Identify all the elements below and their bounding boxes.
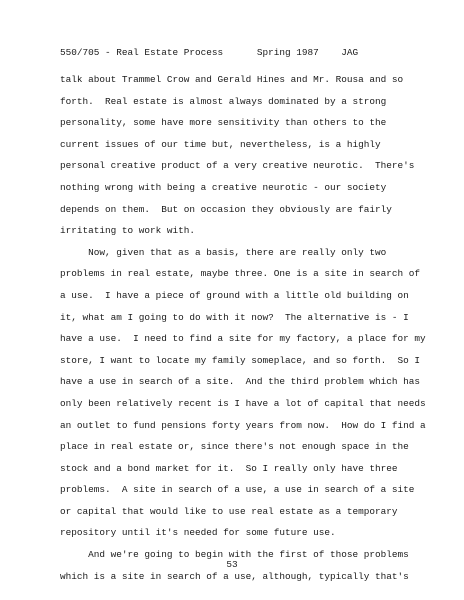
text-line: personality, some have more sensitivity than others to the bbox=[60, 117, 387, 129]
text-line: personal creative product of a very creative neurotic. There's bbox=[60, 160, 415, 172]
text-line: stock and a bond market for it. So I really only have three bbox=[60, 462, 398, 474]
text-line: or capital that would like to use real estate as a temporary bbox=[60, 505, 398, 517]
text-line: depends on them. But on occasion they obviously are fairly bbox=[60, 203, 392, 215]
text-line: current issues of our time but, nevertheless, is a highly bbox=[60, 138, 381, 150]
page-number: 53 bbox=[226, 559, 238, 570]
text-line: And we're going to begin with the first of those problems bbox=[60, 549, 409, 561]
text-line: store, I want to locate my family someplace, and so forth. So I bbox=[60, 354, 421, 366]
text-line: only been relatively recent is I have a lot of capital that needs bbox=[60, 397, 426, 409]
text-line: which is a site in search of a use, although, typically that's bbox=[60, 570, 409, 582]
body-text bbox=[60, 69, 430, 587]
text-line: nothing wrong with being a creative neurotic - our society bbox=[60, 181, 387, 193]
text-line: it, what am I going to do with it now? The alternative is - I bbox=[60, 311, 409, 323]
text-line: an outlet to fund pensions forty years from now. How do I find a bbox=[60, 419, 426, 431]
text-line: a use. I have a piece of ground with a little old building on bbox=[60, 289, 409, 301]
text-line: forth. Real estate is almost always dominated by a strong bbox=[60, 95, 387, 107]
text-line: Now, given that as a basis, there are really only two bbox=[60, 246, 387, 258]
running-header: 550/705 - Real Estate Process Spring 1987 JAG bbox=[60, 47, 359, 58]
text-line: irritating to work with. bbox=[60, 225, 196, 237]
text-line: have a use. I need to find a site for my factory, a place for my bbox=[60, 333, 426, 345]
text-line: talk about Trammel Crow and Gerald Hines and Mr. Rousa and so bbox=[60, 74, 404, 85]
text-line: problems. A site in search of a use, a use in search of a site bbox=[60, 484, 415, 496]
text-line: place in real estate or, since there's not enough space in the bbox=[60, 441, 409, 453]
text-line: have a use in search of a site. And the third problem which has bbox=[60, 376, 421, 388]
text-line: repository until it's needed for some future use. bbox=[60, 527, 336, 539]
text-line: problems in real estate, maybe three. One is a site in search of bbox=[60, 268, 421, 280]
